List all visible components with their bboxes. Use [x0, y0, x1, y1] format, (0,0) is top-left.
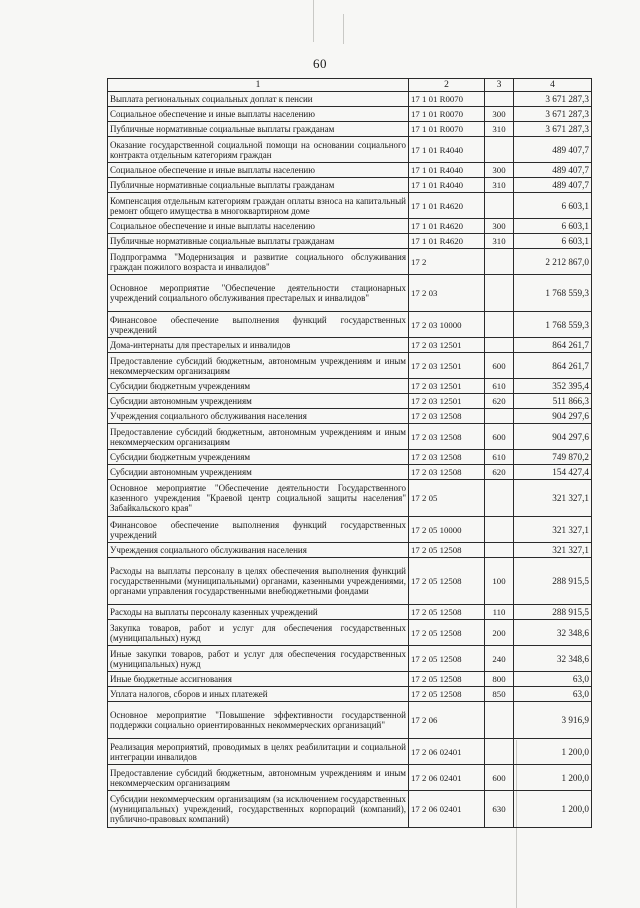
row-code-cell: 17 1 01 R4620 — [409, 219, 485, 234]
row-amount-cell: 864 261,7 — [514, 338, 592, 353]
column-header: 1 — [108, 79, 409, 92]
row-amount-cell: 32 348,6 — [514, 620, 592, 646]
row-type-cell — [485, 409, 514, 424]
row-code-cell: 17 2 05 12508 — [409, 672, 485, 687]
row-code-cell: 17 2 05 — [409, 480, 485, 517]
row-name-cell: Субсидии автономным учреждениям — [108, 465, 409, 480]
row-amount-cell: 1 200,0 — [514, 791, 592, 828]
fold-line — [313, 0, 314, 42]
row-code-cell: 17 1 01 R4620 — [409, 193, 485, 219]
table-row — [108, 219, 592, 234]
row-code-cell: 17 2 05 12508 — [409, 558, 485, 605]
row-name-cell: Основное мероприятие "Повышение эффективности государственной поддержки социально ориентированных некоммерческих организаций" — [108, 702, 409, 739]
row-type-cell: 100 — [485, 558, 514, 605]
table-row — [108, 424, 592, 450]
table-row — [108, 379, 592, 394]
row-code-cell: 17 2 — [409, 249, 485, 275]
row-code-cell: 17 1 01 R4040 — [409, 178, 485, 193]
row-name-cell: Основное мероприятие "Обеспечение деятельности стационарных учреждений социального обслуживания престарелых и инвалидов" — [108, 275, 409, 312]
row-amount-cell: 63,0 — [514, 672, 592, 687]
row-code-cell: 17 2 03 12508 — [409, 409, 485, 424]
row-amount-cell: 3 671 287,3 — [514, 92, 592, 107]
row-code-cell: 17 2 06 02401 — [409, 739, 485, 765]
row-code-cell: 17 2 05 10000 — [409, 517, 485, 543]
row-amount-cell: 1 200,0 — [514, 765, 592, 791]
row-code-cell: 17 1 01 R4620 — [409, 234, 485, 249]
row-amount-cell: 6 603,1 — [514, 193, 592, 219]
table-row — [108, 275, 592, 312]
row-name-cell: Социальное обеспечение и иные выплаты населению — [108, 107, 409, 122]
row-type-cell: 300 — [485, 219, 514, 234]
row-name-cell: Расходы на выплаты персоналу в целях обеспечения выполнения функций государственными (муниципальными) органами, казенными учреждениями, органами управления государственными внебюджетными фондами — [108, 558, 409, 605]
row-type-cell — [485, 480, 514, 517]
row-name-cell: Подпрограмма "Модернизация и развитие социального обслуживания граждан пожилого возраста и инвалидов" — [108, 249, 409, 275]
row-amount-cell: 288 915,5 — [514, 558, 592, 605]
row-code-cell: 17 1 01 R0070 — [409, 122, 485, 137]
table-row — [108, 702, 592, 739]
table-row — [108, 312, 592, 338]
table-row — [108, 122, 592, 137]
row-name-cell: Закупка товаров, работ и услуг для обеспечения государственных (муниципальных) нужд — [108, 620, 409, 646]
row-amount-cell: 32 348,6 — [514, 646, 592, 672]
row-type-cell: 620 — [485, 465, 514, 480]
row-code-cell: 17 2 03 12508 — [409, 424, 485, 450]
row-type-cell: 200 — [485, 620, 514, 646]
row-amount-cell: 6 603,1 — [514, 219, 592, 234]
row-name-cell: Учреждения социального обслуживания населения — [108, 543, 409, 558]
row-name-cell: Основное мероприятие "Обеспечение деятельности Государственного казенного учреждения "Краевой центр социальной защиты населения" Забайкальского края" — [108, 480, 409, 517]
row-type-cell: 600 — [485, 765, 514, 791]
row-type-cell — [485, 137, 514, 163]
row-code-cell: 17 1 01 R0070 — [409, 92, 485, 107]
row-name-cell: Социальное обеспечение и иные выплаты населению — [108, 163, 409, 178]
table-row — [108, 605, 592, 620]
row-type-cell — [485, 92, 514, 107]
table-row — [108, 92, 592, 107]
row-name-cell: Предоставление субсидий бюджетным, автономным учреждениям и иным некоммерческим организациям — [108, 765, 409, 791]
row-name-cell: Компенсация отдельным категориям граждан оплаты взноса на капитальный ремонт общего имущества в многоквартирном доме — [108, 193, 409, 219]
row-amount-cell: 352 395,4 — [514, 379, 592, 394]
row-name-cell: Финансовое обеспечение выполнения функций государственных учреждений — [108, 312, 409, 338]
row-name-cell: Выплата региональных социальных доплат к пенсии — [108, 92, 409, 107]
table-header-row — [108, 79, 592, 92]
row-type-cell — [485, 312, 514, 338]
row-name-cell: Субсидии бюджетным учреждениям — [108, 450, 409, 465]
row-code-cell: 17 2 03 12508 — [409, 450, 485, 465]
row-code-cell: 17 2 05 12508 — [409, 605, 485, 620]
table-row — [108, 739, 592, 765]
row-type-cell — [485, 275, 514, 312]
row-name-cell: Субсидии некоммерческим организациям (за исключением государственных (муниципальных) учреждений, государственных корпораций (компаний), публично-правовых компаний) — [108, 791, 409, 828]
table-row — [108, 338, 592, 353]
row-type-cell — [485, 543, 514, 558]
row-type-cell: 310 — [485, 122, 514, 137]
row-type-cell — [485, 193, 514, 219]
table-row — [108, 178, 592, 193]
row-name-cell: Субсидии бюджетным учреждениям — [108, 379, 409, 394]
column-header: 4 — [514, 79, 592, 92]
row-name-cell: Оказание государственной социальной помощи на основании социального контракта отдельным категориям граждан — [108, 137, 409, 163]
table-row — [108, 558, 592, 605]
row-type-cell: 600 — [485, 424, 514, 450]
row-code-cell: 17 1 01 R0070 — [409, 107, 485, 122]
table-row — [108, 353, 592, 379]
row-name-cell: Иные бюджетные ассигнования — [108, 672, 409, 687]
table-row — [108, 465, 592, 480]
row-name-cell: Публичные нормативные социальные выплаты гражданам — [108, 234, 409, 249]
row-amount-cell: 489 407,7 — [514, 137, 592, 163]
row-amount-cell: 321 327,1 — [514, 543, 592, 558]
row-name-cell: Дома-интернаты для престарелых и инвалидов — [108, 338, 409, 353]
row-code-cell: 17 2 03 12501 — [409, 353, 485, 379]
row-code-cell: 17 2 05 12508 — [409, 687, 485, 702]
row-code-cell: 17 2 03 — [409, 275, 485, 312]
table-row — [108, 249, 592, 275]
row-type-cell: 610 — [485, 379, 514, 394]
row-amount-cell: 904 297,6 — [514, 409, 592, 424]
row-code-cell: 17 1 01 R4040 — [409, 137, 485, 163]
fold-line — [343, 14, 344, 44]
table-row — [108, 193, 592, 219]
row-type-cell: 610 — [485, 450, 514, 465]
row-code-cell: 17 2 03 12508 — [409, 465, 485, 480]
row-name-cell: Публичные нормативные социальные выплаты гражданам — [108, 122, 409, 137]
row-amount-cell: 288 915,5 — [514, 605, 592, 620]
row-name-cell: Предоставление субсидий бюджетным, автономным учреждениям и иным некоммерческим организациям — [108, 353, 409, 379]
row-amount-cell: 1 768 559,3 — [514, 312, 592, 338]
row-type-cell — [485, 739, 514, 765]
table-body — [108, 92, 592, 828]
row-code-cell: 17 2 06 02401 — [409, 765, 485, 791]
row-type-cell: 110 — [485, 605, 514, 620]
row-name-cell: Учреждения социального обслуживания населения — [108, 409, 409, 424]
row-type-cell — [485, 702, 514, 739]
row-code-cell: 17 2 03 12501 — [409, 394, 485, 409]
row-amount-cell: 1 768 559,3 — [514, 275, 592, 312]
row-amount-cell: 511 866,3 — [514, 394, 592, 409]
row-amount-cell: 904 297,6 — [514, 424, 592, 450]
row-amount-cell: 6 603,1 — [514, 234, 592, 249]
table-row — [108, 687, 592, 702]
table-row — [108, 646, 592, 672]
table-row — [108, 107, 592, 122]
row-name-cell: Социальное обеспечение и иные выплаты населению — [108, 219, 409, 234]
row-name-cell: Расходы на выплаты персоналу казенных учреждений — [108, 605, 409, 620]
row-name-cell: Предоставление субсидий бюджетным, автономным учреждениям и иным некоммерческим организациям — [108, 424, 409, 450]
row-type-cell: 310 — [485, 178, 514, 193]
row-type-cell: 850 — [485, 687, 514, 702]
row-name-cell: Финансовое обеспечение выполнения функций государственных учреждений — [108, 517, 409, 543]
table-row — [108, 765, 592, 791]
row-code-cell: 17 2 06 — [409, 702, 485, 739]
row-amount-cell: 1 200,0 — [514, 739, 592, 765]
table-row — [108, 543, 592, 558]
row-code-cell: 17 2 05 12508 — [409, 646, 485, 672]
row-amount-cell: 321 327,1 — [514, 480, 592, 517]
budget-table — [107, 78, 592, 828]
row-name-cell: Публичные нормативные социальные выплаты гражданам — [108, 178, 409, 193]
row-type-cell — [485, 338, 514, 353]
row-amount-cell: 154 427,4 — [514, 465, 592, 480]
row-name-cell: Субсидии автономным учреждениям — [108, 394, 409, 409]
row-type-cell: 620 — [485, 394, 514, 409]
row-code-cell: 17 2 06 02401 — [409, 791, 485, 828]
row-amount-cell: 864 261,7 — [514, 353, 592, 379]
table-row — [108, 163, 592, 178]
table-row — [108, 672, 592, 687]
table-row — [108, 450, 592, 465]
row-code-cell: 17 2 05 12508 — [409, 620, 485, 646]
table-row — [108, 394, 592, 409]
row-amount-cell: 3 671 287,3 — [514, 122, 592, 137]
row-amount-cell: 2 212 867,0 — [514, 249, 592, 275]
column-header: 2 — [409, 79, 485, 92]
row-amount-cell: 3 671 287,3 — [514, 107, 592, 122]
row-amount-cell: 489 407,7 — [514, 178, 592, 193]
row-type-cell: 630 — [485, 791, 514, 828]
row-type-cell: 600 — [485, 353, 514, 379]
page-number: 60 — [313, 56, 327, 71]
table-row — [108, 234, 592, 249]
row-name-cell: Иные закупки товаров, работ и услуг для обеспечения государственных (муниципальных) нужд — [108, 646, 409, 672]
row-type-cell: 300 — [485, 107, 514, 122]
row-code-cell: 17 2 05 12508 — [409, 543, 485, 558]
column-header: 3 — [485, 79, 514, 92]
table-row — [108, 137, 592, 163]
table-row — [108, 620, 592, 646]
row-amount-cell: 749 870,2 — [514, 450, 592, 465]
row-code-cell: 17 2 03 10000 — [409, 312, 485, 338]
table-row — [108, 517, 592, 543]
row-amount-cell: 3 916,9 — [514, 702, 592, 739]
row-amount-cell: 63,0 — [514, 687, 592, 702]
row-type-cell — [485, 249, 514, 275]
row-code-cell: 17 2 03 12501 — [409, 338, 485, 353]
table-row — [108, 480, 592, 517]
row-name-cell: Уплата налогов, сборов и иных платежей — [108, 687, 409, 702]
row-type-cell: 800 — [485, 672, 514, 687]
row-type-cell — [485, 517, 514, 543]
row-amount-cell: 321 327,1 — [514, 517, 592, 543]
row-code-cell: 17 2 03 12501 — [409, 379, 485, 394]
row-type-cell: 300 — [485, 163, 514, 178]
row-amount-cell: 489 407,7 — [514, 163, 592, 178]
table-row — [108, 409, 592, 424]
row-code-cell: 17 1 01 R4040 — [409, 163, 485, 178]
row-type-cell: 310 — [485, 234, 514, 249]
table-row — [108, 791, 592, 828]
row-type-cell: 240 — [485, 646, 514, 672]
row-name-cell: Реализация мероприятий, проводимых в целях реабилитации и социальной интеграции инвалидов — [108, 739, 409, 765]
